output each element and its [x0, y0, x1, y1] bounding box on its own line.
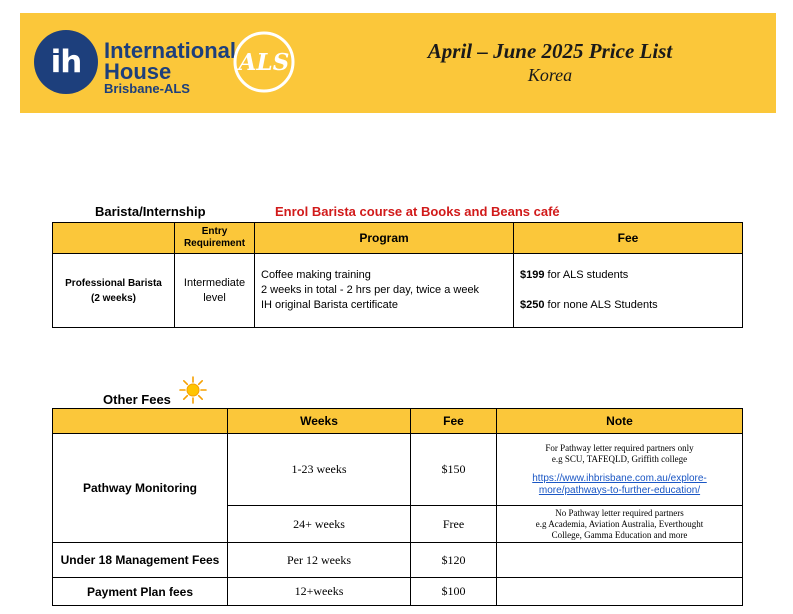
- barista-section-heading: Barista/Internship: [95, 204, 206, 219]
- barista-enrol-note: Enrol Barista course at Books and Beans café: [275, 204, 560, 219]
- column-header-fee: Fee: [514, 223, 743, 254]
- payment-plan-weeks: 12+weeks: [228, 578, 411, 606]
- link-line[interactable]: https://www.ihbrisbane.com.au/explore-: [532, 472, 707, 484]
- under18-fee: $120: [411, 543, 497, 578]
- table-header-row: [53, 223, 743, 254]
- pathway-fee-1: $150: [411, 434, 497, 506]
- course-cell: [53, 254, 175, 328]
- program-line: IH original Barista certificate: [261, 299, 398, 311]
- fee-als-text: for ALS students: [544, 269, 629, 281]
- link-line[interactable]: more/pathways-to-further-education/: [538, 484, 701, 496]
- other-fees-heading: Other Fees: [103, 392, 171, 407]
- pathway-weeks-2: 24+ weeks: [228, 506, 411, 543]
- fee-als: [520, 268, 742, 283]
- header-banner: [20, 13, 776, 113]
- pathway-link[interactable]: [497, 473, 742, 497]
- brand-location: Brisbane-ALS: [104, 81, 190, 96]
- column-header-weeks: Weeks: [228, 409, 411, 434]
- brand-name-line2: House: [104, 59, 172, 84]
- table-row: [53, 434, 743, 506]
- page-subtitle: Korea: [527, 65, 573, 85]
- note-line: College, Gamma Education and more: [551, 529, 688, 540]
- under18-weeks: Per 12 weeks: [228, 543, 411, 578]
- payment-plan-note: [497, 578, 743, 606]
- pathway-note-1: [497, 434, 743, 506]
- fee-als-amount: $199: [520, 269, 545, 281]
- pathway-note-2: [497, 506, 743, 543]
- column-header-item: [53, 409, 228, 434]
- column-header-entry: Entry Requirement: [175, 223, 255, 254]
- note-line: For Pathway letter required partners only: [545, 442, 694, 453]
- other-fees-table: [52, 408, 743, 606]
- payment-plan-label: Payment Plan fees: [53, 578, 228, 606]
- course-name: Professional Barista: [65, 277, 162, 289]
- column-header-course: [53, 223, 175, 254]
- table-row: [53, 578, 743, 606]
- column-header-program: Program: [255, 223, 514, 254]
- pathway-label: Pathway Monitoring: [53, 434, 228, 543]
- pathway-weeks-1: 1-23 weeks: [228, 434, 411, 506]
- brand-name-line1: International: [104, 38, 237, 63]
- note-line: No Pathway letter required partners: [555, 507, 684, 518]
- ih-logo: ih: [34, 30, 98, 94]
- fee-cell: [514, 254, 743, 328]
- under18-label: Under 18 Management Fees: [53, 543, 228, 578]
- fee-non-als: [520, 298, 742, 313]
- note-line: e.g SCU, TAFEQLD, Griffith college: [551, 453, 688, 464]
- column-header-note: Note: [497, 409, 743, 434]
- note-line: e.g Academia, Aviation Australia, Everthought: [535, 518, 704, 529]
- program-line: Coffee making training: [261, 269, 371, 281]
- fee-non-als-text: for none ALS Students: [544, 299, 658, 311]
- table-row: [53, 254, 743, 328]
- pathway-fee-2: Free: [411, 506, 497, 543]
- barista-table: [52, 222, 743, 328]
- sun-icon: [179, 376, 207, 404]
- program-line: 2 weeks in total - 2 hrs per day, twice a week: [261, 284, 480, 296]
- column-header-fee: Fee: [411, 409, 497, 434]
- course-duration: (2 weeks): [90, 292, 137, 304]
- als-logo-text: ALS: [238, 48, 290, 76]
- page-title: April – June 2025 Price List: [427, 39, 673, 63]
- table-row: [53, 543, 743, 578]
- program-cell: [255, 254, 514, 328]
- table-header-row: [53, 409, 743, 434]
- payment-plan-fee: $100: [411, 578, 497, 606]
- fee-non-als-amount: $250: [520, 299, 545, 311]
- under18-note: [497, 543, 743, 578]
- entry-cell: Intermediate level: [175, 254, 255, 328]
